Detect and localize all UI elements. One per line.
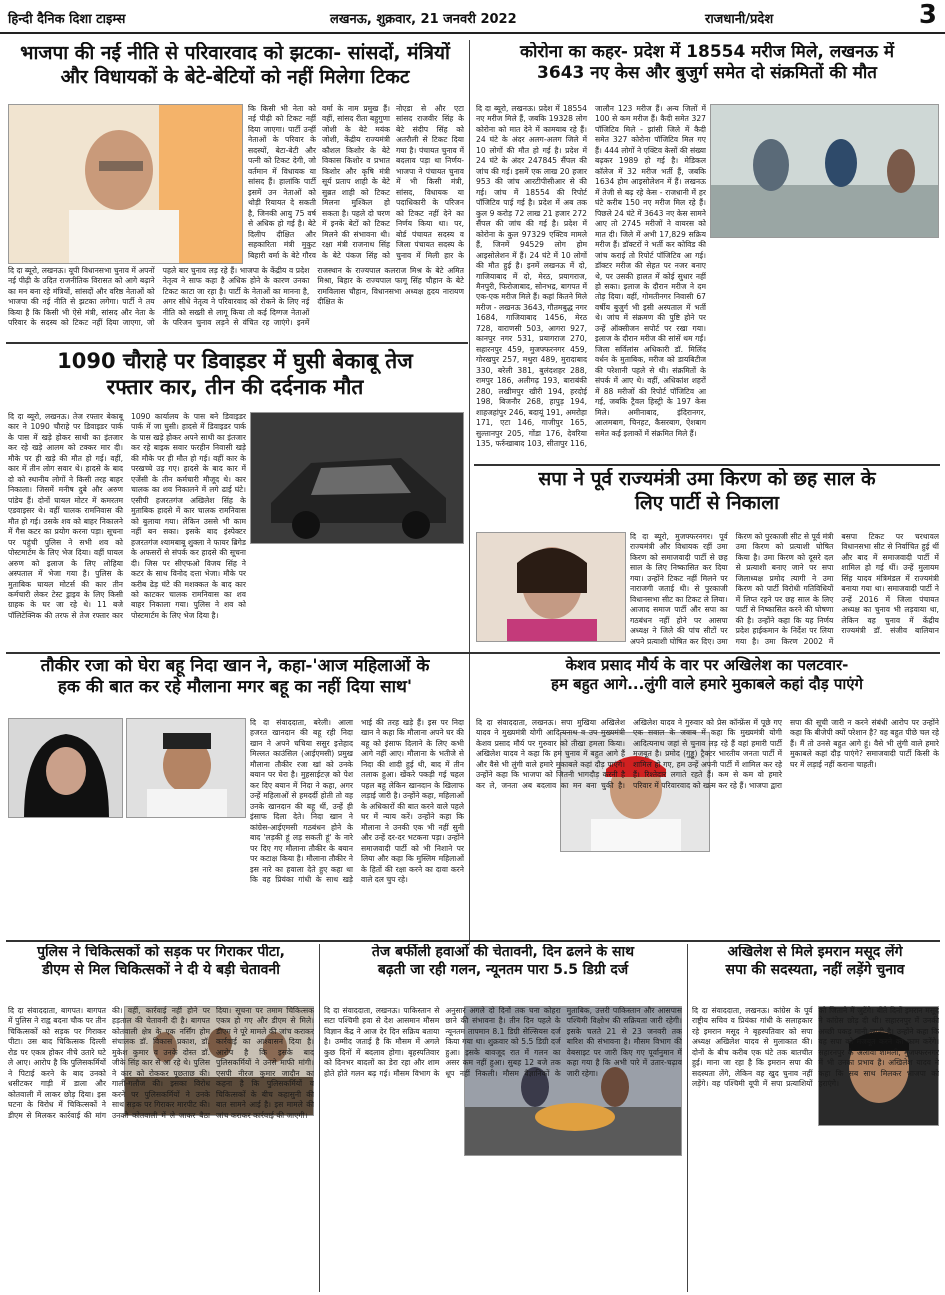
accident-photo — [250, 412, 464, 544]
corona-body-cont — [712, 240, 939, 460]
corona-headline-line2: 3643 नए केस और बुजुर्ग समेत दो संक्रमितों की मौत — [537, 63, 877, 84]
doctors-body: दि दा संवाददाता, बागपत। बागपत में पुलिस ने राह्व बदना चौक पर तीन चिकित्सकों को सड़क पर गिराकर पीटा। उस बाद चिकित्सक दिल्ली रोड पर एकत्र होकर नीचे उतारे घटे ले आए। आरोप है कि पुलिसकर्मियों ने पिटाई करने के बाद उनको धसीटकर गाड़ी में डाला और कोतवाली में लाकर छोड़ दिया। इस घटना के विरोध में चिकित्सकों ने डीएम से मिलकर कार्रवाई की मांग की। वहीं, कार्रवाई नहीं होने पर हड़ताल की चेतावनी दी है। बागपत कोतवाली क्षेत्र के एक नर्सिंग होम संचालक डॉ. विकास प्रकाश, डॉ. मुकेश कुमार व उनके दोस्त डॉ. जीके सिंह कार से आ रहे थे। पुलिस ने कार को रोककर पूछताछ की। गाली-गलौज की। इसका विरोध करने पर पुलिसकर्मियों ने उनके साथ सड़क पर गिराकर मारपीट की। उनको कोतवाली में ले जाकर बैठा दिया। सूचना पर तमाम चिकित्सक एकत्र हो गए और डीएम से मिले। डीएम ने पूरे मामले की जांच कराकर कार्रवाई का आश्वासन दिया है। आरोप है कि इसके बाद पुलिसकर्मियों ने उनसे माफी मांगी। एसपी नीरज कुमार जादौन का कहना है कि पुलिसकर्मियों व चिकित्सकों के बीच कहासुनी की बात सामने आई है। इस मामले की जांच कराकर कार्रवाई की जाएगी। — [8, 1006, 314, 1120]
bjp-headline — [6, 42, 464, 100]
column-rule — [469, 40, 470, 945]
akhilesh-headline-line2: हम बहुत आगे...लुंगी वाले हमारे मुकाबले कहां दौड़ पाएंगे — [550, 674, 863, 693]
masood-headline — [691, 944, 939, 1000]
corona-headline — [475, 42, 939, 100]
tauqeer-headline — [6, 656, 464, 714]
corona-body: दि दा ब्यूरो, लखनऊ। प्रदेश में 18554 नए मरीज मिले हैं, जबकि 19328 लोग कोरोना को मात देने में कामयाब रहे हैं। 24 घंटे के अंदर अलग-अलग जिले में 10 लोगों की मौत हो गई है। प्रदेश में 24 घंटे के अंदर 247845 सैंपल की जांच की गई। इसमें एक लाख 20 हजार 953 की जांच आरटीपीसीआर से की गई। जांच में 18554 की रिपोर्ट पॉजिटिव पाई गई है। प्रदेश में अब तक कुल 9 करोड़ 72 लाख 21 हजार 272 सैंपल की जांच की गई है। प्रदेश में कोरोना के कुल 97329 एक्टिव मामले हैं, जिनमें 94529 लोग होम आइसोलेशन में हैं। 24 घंटे में 10 लोगों की मौत हुई है। इनमें लखनऊ में दो, गाजियाबाद में दो, मेरठ, प्रयागराज, मैनपुरी, फिरोजाबाद, सोनभद्र, बागपत में एक-एक मरीज मिले हैं। कहां कितने मिले मरीज - लखनऊ 3643, गौतमबुद्ध नगर 1684, गाजियाबाद 1456, मेरठ 728, वाराणसी 503, आगरा 927, कानपुर नगर 531, प्रयागराज 270, सहारनपुर 459, मुजफ्फरनगर 459, गोरखपुर 257, मथुरा 489, मुरादाबाद 330, बरेली 381, बुलंदशहर 288, रामपुर 186, अलीगढ़ 193, बाराबंकी 280, लखीमपुर खीरी 194, हरदोई 198, बिजनौर 268, हापुड़ 194, शाहजहांपुर 246, बदायूं 191, अमरोहा 171, एटा 146, गाजीपुर 165, सुल्तानपुर 205, गोंडा 176, देवरिया 135, फर्रुखाबाद 103, सीतापुर 116, जालौन 123 मरीज हैं। अन्य जिलों में 100 से कम मरीज हैं। कैदी समेत 327 पॉजिटिव मिले - झांसी जिले में कैदी समेत 327 कोरोना पॉजिटिव मिल गए हैं। 444 लोगों ने एक्टिव केसों की संख्या बढ़कर 1989 हो गई है। मेडिकल कॉलेज में 32 मरीज भर्ती हैं, जबकि 1634 होम आइसोलेशन में हैं। लखनऊ में तेजी से बढ़ रहे केस - राजधानी में हर घंटे करीब 150 नए मरीज मिल रहे हैं। पिछले 24 घंटे में 3643 नए केस सामने आए तो 2745 मरीजों ने वायरस को मात दी। जिले में अभी 17,829 सक्रिय मरीज हैं। डॉक्टरों ने भर्ती कर कोविड की जांच कराई तो रिपोर्ट पॉजिटिव आ गई। डॉक्टर मरीज की सेहत पर नजर बनाए थे, पर उसकी हालत में कोई सुधार नहीं हो सका। इलाज के दौरान मरीज ने दम तोड़ दिया। वहीं, गोमतीनगर निवासी 67 वर्षीय बुजुर्ग भी इसी अस्पताल में भर्ती थे। जांच में संक्रमण की पुष्टि होने पर उन्हें ऑक्सीजन सपोर्ट पर रखा गया। इलाज के दौरान मरीज की सांसें थम गईं। जिला सर्विलांस अधिकारी डॉ. मिलिंद वर्धन के मुताबिक, मरीज को डायबिटीज की परेशानी पहले से थी। संक्रमितों के संपर्क में आए थे। वहीं, अधिकांश शहरों में 88 मरीजों की रिपोर्ट पॉजिटिव आ गई, जबकि ट्रैवल हिस्ट्री के 197 केस मिले। अमीनाबाद, इंदिरानगर, आलमबाग, चिनहट, कैसरबाग, ऐशबाग समेत कई इलाकों में संक्रमित मिले हैं। — [476, 104, 706, 448]
tauqeer-body: दि दा संवाददाता, बरेली। आला हजरत खानदान की बहू रही निदा खान ने अपने चचिया ससुर इत्तेहाद मिल्लत काउंसिल (आईएमसी) प्रमुख मौलाना तौकीर रजा खां को उनके बयान पर घेरा है। मुहसाईटज़ को पेश कर दिए बयान में निदा ने कहा, अगर उन्हें महिलाओं से हमदर्दी होती तो वह उनके खानदान की बहू थीं, उन्हें ही इंसाफ दिला देते। निदा खान ने कांग्रेस-आईएमसी गठबंधन होने के बाद 'लड़की हूं लड़ सकती हूं' के नारे पर दिए गए मौलाना तौकीर के बयान पर कटाक्ष किया है। मौलाना तौकीर ने इस नारे का हवाला देते हुए कहा था कि वह प्रियंका गांधी के साथ खड़े भाई की तरह खड़े हैं। इस पर निदा खान ने कहा कि मौलाना अपने घर की बहू को इंसाफ दिलाने के लिए कभी आगे नहीं आए। मौलाना के भतीजे से निदा की शादी हुई थी, बाद में तीन तलाक हुआ। खेंकरे पकड़ी गई चहल पहल बहू लेकिन खानदान के खिलाफ लड़ाई जारी है। उन्होंने कहा, महिलाओं के अधिकारों की बात करने वाले पहले घर में न्याय करें। उन्होंने कहा कि मौलाना ने उनकी एक भी नहीं सुनी और उन्हें दर-दर भटकना पड़ा। उन्होंने समाजवादी पार्टी को भी निशाने पर लिया और कहा कि मुस्लिम महिलाओं के हितों की रक्षा करने का दावा करने वाले दल चुप रहे। — [250, 718, 464, 885]
paper-title: हिन्दी दैनिक दिशा टाइम्स — [8, 12, 126, 27]
column-rule-2 — [319, 944, 320, 1292]
page-number: 3 — [918, 0, 937, 30]
masood-headline-line2: सपा की सदस्यता, नहीं लड़ेंगे चुनाव — [725, 961, 905, 978]
doctors-headline-line2: डीएम से मिल चिकित्सकों ने दी ये बड़ी चेतावनी — [42, 961, 280, 978]
masood-body: दि दा संवाददाता, लखनऊ। कांग्रेस के पूर्व राष्ट्रीय सचिव व प्रियंका गांधी के सलाहकार रहे इमरान मसूद ने बृहस्पतिवार को सपा अध्यक्ष अखिलेश यादव से मुलाकात की। दोनों के बीच करीब एक घंटे तक बातचीत हुई। माना जा रहा है कि इमरान सपा की सदस्यता लेंगे, लेकिन वह खुद चुनाव नहीं लड़ेंगे। वह पश्चिमी यूपी में सपा प्रत्याशियों को जिताने में जुटेंगे। बीते दिनों इमरान मसूद ने कांग्रेस छोड़ दी थी। सहारनपुर में उनकी अच्छी पकड़ मानी जाती है। उन्होंने कहा कि वह सपा को मजबूत करने का काम करेंगे। सहारनपुर के अलावा शामली, मुजफ्फरनगर में भी उनका प्रभाव है। अखिलेश यादव ने कहा कि सब साथ मिलकर भाजपा को हराएंगे। — [692, 1006, 939, 1089]
bjp-headline-line1: भाजपा की नई नीति से परिवारवाद को झटका- सांसदों, मंत्रियों — [20, 42, 450, 64]
tauqeer-headline-line1: तौकीर रजा को घेरा बहू निदा खान ने, कहा-'आज महिलाओं के — [40, 656, 430, 676]
bjp-body-bottom: दि दा ब्यूरो, लखनऊ। यूपी विधानसभा चुनाव में अपनों नई पीढ़ी के उदित राजनीतिक विरासत को आगे बढ़ाने का मन बना रहे मंत्रियों, सांसदों और वरिष्ठ नेताओं को भाजपा की नई नीति से झटका लगेगा। पार्टी ने तय किया है कि किसी भी ऐसे मंत्री, सांसद और नेता के परिवार के सदस्य को टिकट नहीं दिया जाएगा, जो पहले बार चुनाव लड़ रहे हैं। भाजपा के केंद्रीय व प्रदेश नेतृत्व ने साफ कहा है अधिक होने के कारण उनका टिकट काटा जा रहा है। पार्टी के नेताओं का मानना है, अगर सीधे नेतृत्व ने परिवारवाद को रोकने के लिए नई नीति को सख्ती से लागू किया तो कई दिग्गज नेताओं के परिजन चुनाव लड़ने से वंचित रह जाएंगे। इनमें राजस्थान के राज्यपाल कलराज मिश्र के बेटे अमित मिश्रा, बिहार के राज्यपाल फागू सिंह चौहान के बेटे रामविलास चौहान, विधानसभा अध्यक्ष हृदय नारायण दीक्षित के — [8, 266, 464, 328]
doctors-headline — [6, 944, 316, 1000]
doctors-headline-line1: पुलिस ने चिकित्सकों को सड़क पर गिराकर पीटा, — [37, 944, 285, 960]
weather-body: दि दा संवाददाता, लखनऊ। पाकिस्तान से सटा पश्चिमी हवा से देश आसमान मौसम विज्ञान केंद्र ने आज देर दिन सक्रिय बताया है। उम्मीद जताई है कि मौसम में अगले कुछ दिनों में बदलाव होगा। बृहस्पतिवार को दिनभर बादलों का डेरा रहा और शाम होते होते गलन बढ़ गई। मौसम विभाग के अनुसार अगले दो दिनों तक घना कोहरा छाने की संभावना है। तीन दिन पहले के न्यूनतम तापमान 8.1 डिग्री सेल्सियस दर्ज किया गया था। शुक्रवार को 5.5 डिग्री दर्ज हुआ। इसके बावजूद रात में गलन का असर कम नहीं हुआ। सुबह 12 बजे तक धूप नहीं निकली। मौसम वैज्ञानिकों के मुताबिक, उत्तरी पाकिस्तान और आसपास पश्चिमी विक्षोभ की सक्रियता जारी रहेगी। इसके चलते 21 से 23 जनवरी तक बारिश की संभावना है। मौसम विभाग की वेबसाइट पर जारी किए गए पूर्वानुमान में कहा गया है कि अभी पारे में उतार-चढ़ाव जारी रहेगा। — [324, 1006, 682, 1078]
wrecked-car-photo — [251, 413, 464, 544]
accident-body-cont — [250, 548, 464, 630]
corona-photo — [710, 104, 939, 238]
story-rule-2 — [474, 464, 940, 466]
weather-headline — [323, 944, 683, 1000]
bjp-body-top: कि किसी भी नेता को नई पीढ़ी को टिकट नहीं दिया जाएगा। पार्टी उन्हीं नेताओं के परिवार के सदस्यों, बेटा-बेटी और पत्नी को टिकट देगी, जो वर्तमान में विधायक या सांसद हैं। हालांकि पार्टी इसमें उन नेताओं को थोड़ी रियायत दे सकती है, जिनकी आयु 75 वर्ष से अधिक हो गई है। बेटे दिलीप दीक्षित और सहकारिता मंत्री मुकुट बिहारी वर्मा के बेटे गौरव वर्मा के नाम प्रमुख हैं। वहीं, सांसद रीता बहुगुणा जोशी के बेटे मयंक जोशी, केंद्रीय राज्यमंत्री कौशल किशोर के बेटे विकास किशोर व प्रभात किशोर और कृषि मंत्री सूर्य प्रताप शाही के बेटे सुब्रत शाही को टिकट मिलना मुश्किल हो सकता है। पहले दो चरण में इनके बेटों को टिकट मिलने की संभावना थी। रक्षा मंत्री राजनाथ सिंह के बेटे पंकज सिंह को नोएडा से और एटा सांसद राजवीर सिंह के बेटे संदीप सिंह को अतरौली से टिकट दिया गया है। पंचायत चुनाव में बदलाव पड़ा था निर्णय- भाजपा ने पंचायत चुनाव में भी किसी मंत्री, सांसद, विधायक या पदाधिकारी के परिजन को टिकट नहीं देने का निर्णय किया था। पर, बोर्ड पंचायत सदस्य व जिला पंचायत सदस्य के चुनाव में मिली हार के — [248, 104, 464, 260]
weather-headline-line1: तेज बर्फीली हवाओं की चेतावनी, दिन ढलने के साथ — [371, 944, 635, 960]
story-rule-3 — [6, 652, 940, 654]
story-rule — [6, 342, 468, 344]
uma-headline-line1: सपा ने पूर्व राज्यमंत्री उमा किरण को छह साल के — [538, 468, 876, 490]
page-header — [0, 0, 945, 34]
uma-headline — [475, 468, 939, 528]
bjp-photo — [8, 104, 243, 264]
story-rule-4 — [6, 940, 940, 942]
akhilesh-headline — [475, 656, 939, 714]
masood-headline-line1: अखिलेश से मिले इमरान मसूद लेंगे — [727, 944, 903, 960]
uma-body: दि दा ब्यूरो, मुजफ्फरनगर। पूर्व राज्यमंत्री और विधायक रहीं उमा किरण को समाजवादी पार्टी से छह साल के लिए निष्कासित कर दिया गया। उन्होंने टिकट नहीं मिलने पर नाराजगी जताई थी। से पुरकाजी विधानसभा सीट का टिकट ले लिया। आजाद समाज पार्टी और सपा का गठबंधन नहीं होने पर आसपा अध्यक्ष ने जिले की पांच सीटों पर अपने प्रत्याशी घोषित कर दिए। उमा किरण को पुरकाजी सीट से पूर्व मंत्री उमा किरण को प्रत्याशी घोषित किया है। उमा किरण को दूसरे दल से प्रत्याशी बनाए जाने पर सपा जिलाध्यक्ष प्रमोद त्यागी ने उमा किरण को पार्टी विरोधी गतिविधियों में लिप्त रहने पर छह साल के लिए पार्टी से निष्कासित करने की घोषणा की है। उन्होंने कहा कि यह निर्णय प्रदेश हाईकमान के निर्देश पर लिया गया है। उमा किरण 2002 में बसपा टिकट पर चरथावल विधानसभा सीट से निर्वाचित हुई थीं और बाद में समाजवादी पार्टी में शामिल हो गई थीं। उन्हें मुलायम सिंह यादव मंत्रिमंडल में राज्यमंत्री बनाया गया था। समाजवादी पार्टी ने उन्हें 2016 में जिला पंचायत अध्यक्ष का चुनाव भी लड़वाया था, लेकिन वह चुनाव में केंद्रीय राज्यमंत्री डॉ. संजीव बालियान — [630, 532, 939, 646]
tauqeer-headline-line2: हक की बात कर रहे मौलाना मगर बहू का नहीं दिया साथ' — [57, 677, 413, 698]
corona-headline-line1: कोरोना का कहर- प्रदेश में 18554 मरीज मिले, लखनऊ में — [519, 42, 895, 62]
accident-headline — [6, 348, 464, 408]
accident-headline-line1: 1090 चौराहे पर डिवाइडर में घुसी बेकाबू तेज — [57, 349, 413, 373]
akhilesh-body: दि दा संवाददाता, लखनऊ। सपा मुखिया अखिलेश यादव ने मुख्यमंत्री योगी आदित्यनाथ व उप मुख्यमंत्री केशव प्रसाद मौर्य पर गुरुवार को तीखा हमला किया। अखिलेश यादव ने कहा कि हम चुनाव में बहुत आगे हैं और वैसे भी लुंगी वाले हमारे मुकाबले कहां दौड़ पाएंगे। उन्होंने कहा कि भाजपा को जितनी भागदौड़ करनी है कर ले, जनता अब बदलाव का मन बना चुकी है। अखिलेश यादव ने गुरुवार को प्रेस कॉन्फ्रेंस में पूछे गए एक सवाल के जवाब में कहा कि मुख्यमंत्री योगी आदित्यनाथ जहां से चुनाव लड़ रहे हैं वहां हमारी पार्टी मजबूत है। प्रमोद (गुड्डू) ट्रैक्टर भारतीय जनता पार्टी में शामिल हो गए, हम उन्हें अपनी पार्टी में शामिल कर रहे हैं। रिश्तेदार लगाते रहते हैं। कम से कम वो हमारे परिवार में परिवारवाद को खत्म कर रहे हैं। भाजपा द्वारा सपा की सूची जारी न करने संबंधी आरोप पर उन्होंने कहा कि बीजेपी क्यों परेशान है? वह बहुत पीछे चल रहे हैं। मैं तो उनसे बहुत आगे हूं। वैसे भी लुंगी वाले हमारे मुकाबले कहां दौड़ पाएंगे? समाजवादी पार्टी किसी के घर में लड़ाई नहीं कराना चाहती। — [476, 718, 939, 790]
politician-photo — [9, 105, 243, 264]
accident-headline-line2: रफ्तार कार, तीन की दर्दनाक मौत — [106, 375, 364, 400]
akhilesh-headline-line1: केशव प्रसाद मौर्य के वार पर अखिलेश का पलटवार- — [565, 656, 849, 674]
hospital-photo — [711, 105, 939, 238]
column-rule-3 — [687, 944, 688, 1292]
dateline: लखनऊ, शुक्रवार, 21 जनवरी 2022 — [330, 12, 517, 27]
uma-headline-line2: लिए पार्टी से निकाला — [635, 491, 779, 514]
accident-body: दि दा ब्यूरो, लखनऊ। तेज रफ्तार बेकाबू कार ने 1090 चौराहे पर डिवाइडर पार्क के पास में खड़े होकर साथी का इंतजार कर रहे खड़े आलम को टक्कर मार दी। मौके पर ही खड़े की मौत हो गई। वहीं, कार में तीन लोग सवार थे। हादसे के बाद दो को स्थानीय लोगों ने किसी तरह बाहर निकाला। जिसमें मनीष दुबे और अरुण पांडेय हैं। दोनों घायल मोटर में कमरतम एडवाइसर थे। वहीं चालक रामनिवास की मौत हो गई। उसके शव को बाहर निकालने में गैस कटर का प्रयोग करना पड़ा। सूचना पर पहुंची पुलिस ने सभी शव को पोस्टमार्टम के लिए भेज दिया। वहीं घायल अरुण को इलाज के लिए लोहिया अस्पताल में भेजा गया है। पुलिस के मुताबिक घायल मोटर्स की कार तीन कर्मचारी लेकर टेस्ट ड्राइव के लिए किसी ग्राहक के घर जा रहे थे। 11 बजे पॉलिटेक्निक की तरफ से तेज रफ्तार कार 1090 कार्यालय के पास बने डिवाइडर पार्क में जा घुसी। हादसे में डिवाइडर पार्क के पास खड़े होकर अपने साथी का इंतजार कर रहे बाइक सवार फरहीन निवासी खड़े की मौके पर ही मौत हो गई। वहीं कार के परखच्चे उड़ गए। हादसे के बाद कार में एजेंसी के तीन कर्मचारी मौजूद थे। कार चालक का शव निकालने में लगे ढाई घंटे। एसीपी हजरतगंज अखिलेश सिंह के मुताबिक हादसे में कार चालक रामनिवास को बुलाया गया। लेकिन उससे भी काम नहीं बन सका। इसके बाद इंस्पेक्टर हजरतगंज श्यामबाबू शुक्ला ने फायर ब्रिगेड के अफसरों से संपर्क कर हादसे की सूचना दी। जिस पर सीएफओ विजय सिंह ने कटर के साथ विनोद दत्ता भेजा। मौके पर करीब ढेड़ घंटे की मशक्कत के बाद कार को काटकर चालक रामनिवास का शव बाहर निकाला गया। पुलिस ने शव को पोस्टमार्टम के लिए भेज दिया है। — [8, 412, 246, 620]
weather-headline-line2: बढ़ती जा रही गलन, न्यूनतम पारा 5.5 डिग्री दर्ज — [377, 961, 629, 978]
bjp-headline-line2: और विधायकों के बेटे-बेटियों को नहीं मिलेगा टिकट — [60, 65, 410, 88]
section-name: राजधानी/प्रदेश — [705, 12, 774, 27]
